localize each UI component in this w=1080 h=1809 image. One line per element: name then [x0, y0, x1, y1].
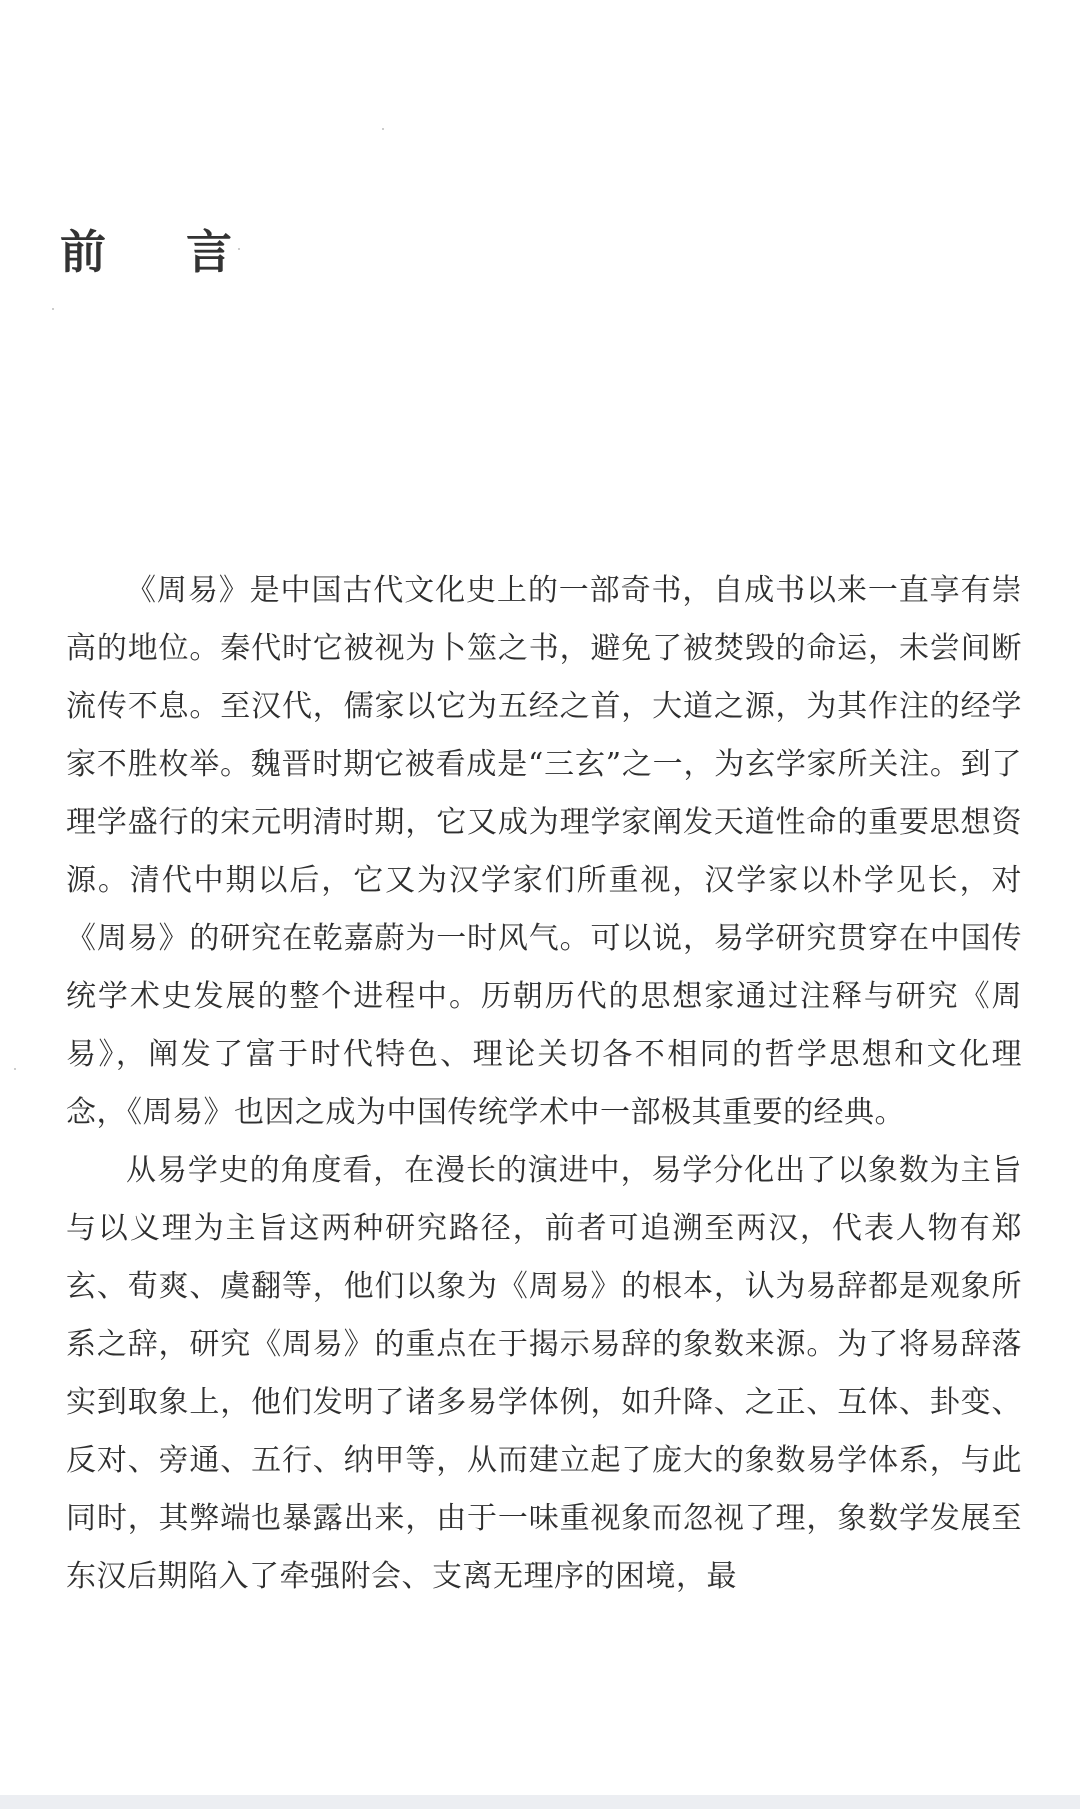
scan-speck — [14, 1068, 16, 1070]
scan-speck — [52, 308, 54, 310]
scan-speck — [382, 128, 384, 130]
body-text — [66, 562, 1022, 1606]
paragraph-2: 从易学史的角度看，在漫长的演进中，易学分化出了以象数为主旨与以义理为主旨这两种研究路径，前者可追溯至两汉，代表人物有郑玄、荀爽、虞翻等，他们以象为《周易》的根本，认为易辞都是观象所系之辞，研究《周易》的重点在于揭示易辞的象数来源。为了将易辞落实到取象上，他们发明了诸多易学体例，如升降、之正、互体、卦变、反对、旁通、五行、纳甲等，从而建立起了庞大的象数易学体系，与此同时，其弊端也暴露出来，由于一味重视象而忽视了理，象数学发展至东汉后期陷入了牵强附会、支离无理序的困境，最 — [66, 1153, 1022, 1594]
paragraph-1: 《周易》是中国古代文化史上的一部奇书，自成书以来一直享有崇高的地位。秦代时它被视为卜筮之书，避免了被焚毁的命运，未尝间断流传不息。至汉代，儒家以它为五经之首，大道之源，为其作注的经学家不胜枚举。魏晋时期它被看成是“三玄”之一，为玄学家所关注。到了理学盛行的宋元明清时期，它又成为理学家阐发天道性命的重要思想资源。清代中期以后，它又为汉学家们所重视，汉学家以朴学见长，对《周易》的研究在乾嘉蔚为一时风气。可以说，易学研究贯穿在中国传统学术史发展的整个进程中。历朝历代的思想家通过注释与研究《周易》，阐发了富于时代特色、理论关切各不相同的哲学思想和文化理念，《周易》也因之成为中国传统学术中一部极其重要的经典。 — [66, 573, 1022, 1130]
page-heading: 前 言 — [60, 225, 265, 279]
bottom-bar — [0, 1795, 1080, 1809]
